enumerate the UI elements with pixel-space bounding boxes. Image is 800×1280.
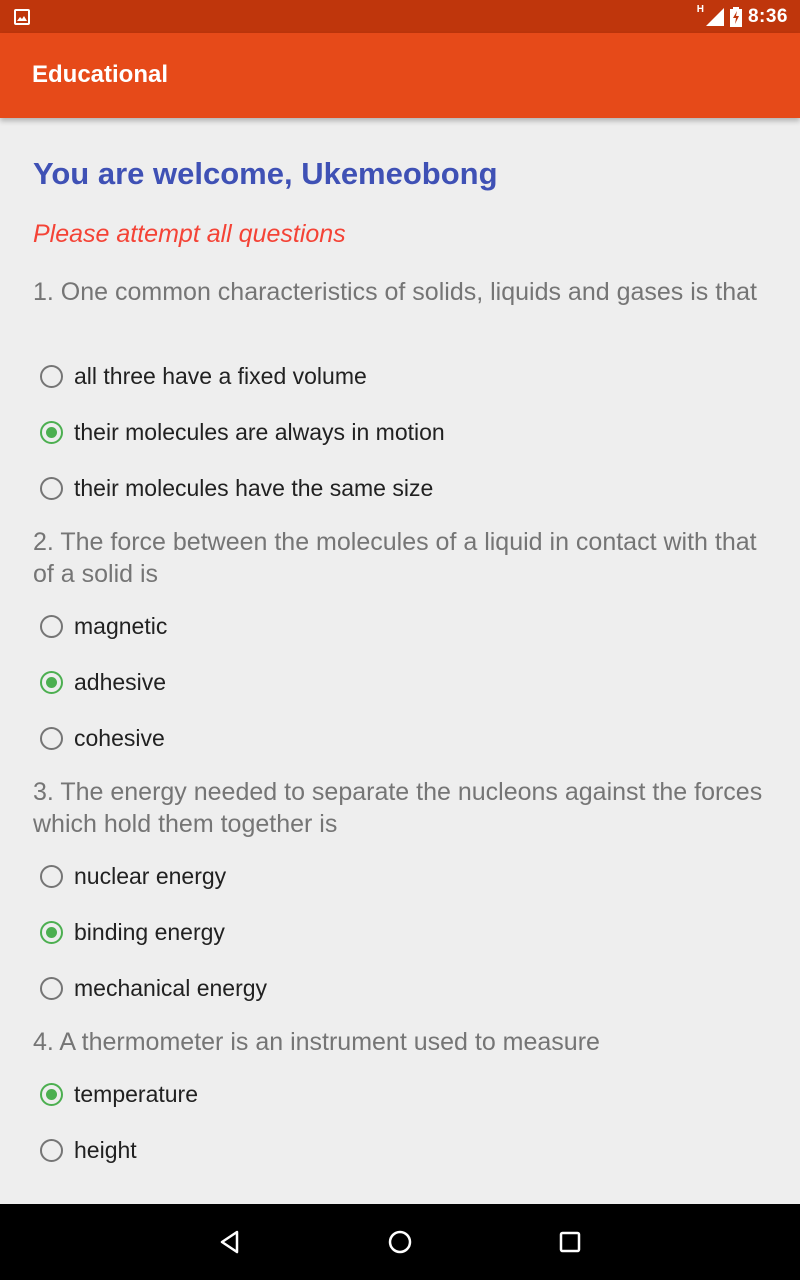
q3-option-3[interactable] [40,968,267,1008]
option-label: temperature [74,1080,199,1107]
home-icon [387,1229,413,1255]
question-1-text: 1. One common characteristics of solids, liquids and gases is that [33,278,757,306]
signal-icon [706,8,724,26]
radio-button-checked[interactable] [40,1083,63,1106]
question-2-text: 2. The force between the molecules of a liquid in contact with that of a solid is [33,528,757,588]
option-label: magnetic [74,612,168,639]
q2-option-2[interactable] [40,662,166,702]
q2-option-3[interactable] [40,718,165,758]
radio-button[interactable] [40,365,63,388]
question-4-text: 4. A thermometer is an instrument used to measure [33,1028,600,1056]
instruction-text: Please attempt all questions [33,220,346,248]
radio-button-checked[interactable] [40,671,63,694]
option-label: nuclear energy [74,862,227,889]
app-title: Educational [32,61,169,88]
option-label: all three have a fixed volume [74,362,367,389]
welcome-heading: You are welcome, Ukemeobong [33,156,498,191]
home-button[interactable] [382,1224,418,1260]
network-type-label: H [696,4,704,15]
q3-option-1[interactable] [40,856,226,896]
battery-charging-icon [730,7,742,27]
recents-button[interactable] [552,1224,588,1260]
option-label: their molecules are always in motion [74,418,445,445]
option-label: their molecules have the same size [74,474,434,501]
q4-option-2[interactable] [40,1130,137,1170]
option-label: height [74,1136,137,1163]
question-3-text: 3. The energy needed to separate the nucleons against the forces which hold them together is [33,778,763,838]
app-bar [0,33,800,118]
radio-button[interactable] [40,727,63,750]
radio-button[interactable] [40,865,63,888]
q2-option-1[interactable] [40,606,167,646]
radio-button[interactable] [40,1139,63,1162]
q3-option-2[interactable] [40,912,225,952]
image-notification-icon [14,9,30,25]
q1-option-1[interactable] [40,356,367,396]
radio-button-checked[interactable] [40,421,63,444]
radio-button[interactable] [40,477,63,500]
q4-option-1[interactable] [40,1074,198,1114]
option-label: adhesive [74,668,167,695]
back-icon [217,1229,243,1255]
option-label: cohesive [74,724,165,751]
q1-option-3[interactable] [40,468,433,508]
quiz-content[interactable] [0,118,800,1204]
recents-icon [558,1230,582,1254]
radio-button[interactable] [40,977,63,1000]
status-time: 8:36 [747,5,788,27]
radio-button[interactable] [40,615,63,638]
back-button[interactable] [212,1224,248,1260]
option-label: mechanical energy [74,974,268,1001]
status-bar [0,0,800,33]
q1-option-2[interactable] [40,412,445,452]
radio-button-checked[interactable] [40,921,63,944]
navigation-bar [0,1204,800,1280]
option-label: binding energy [74,918,225,945]
